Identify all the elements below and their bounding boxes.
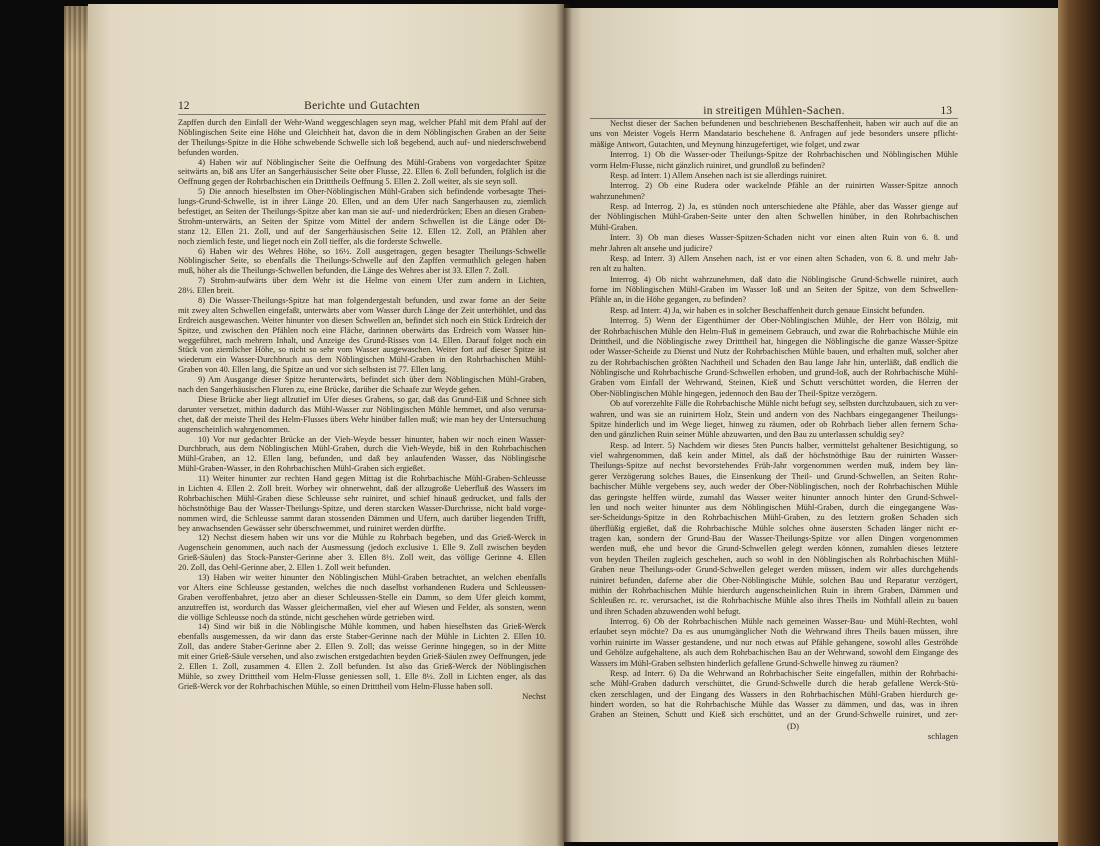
- text-line-content: wiederum ein Wasser-Durchbruch aus dem Nöblingischen Mühl-Graben in den Rohrbachischen Mühl-: [178, 355, 546, 365]
- text-line-content: Interrog. 6) Ob der Rohrbachischen Mühle nach gemeinen Wasser-Bau- und Mühl-Rechten, wohl: [610, 617, 958, 626]
- text-line: [590, 264, 958, 274]
- text-line: [178, 227, 546, 237]
- text-line: [590, 410, 958, 420]
- right-page-body: [590, 119, 958, 742]
- text-line-content: Nechst dieser der Sachen befundenen und beschriebenen Beschaffenheit, haben wir auch auf die an: [610, 119, 958, 128]
- text-line: [590, 233, 958, 243]
- text-line: [178, 583, 546, 593]
- right-running-title: in streitigen Mühlen-Sachen.: [703, 105, 845, 117]
- text-line: [178, 345, 546, 355]
- text-line: [178, 375, 546, 385]
- text-line-content: von beyden Theilen zugleich geschehen, auch so wohl in den Nöblingischen als Rohrbachischen Mühl-: [590, 554, 958, 564]
- text-line-content: ren alt zu halten.: [590, 264, 646, 274]
- text-line-content: sche Mühl-Graben dadurch verschüttet, die Grund-Schwelle durch die herab gefallene Werck-Stü-: [590, 679, 958, 689]
- paragraph: [590, 275, 958, 306]
- text-line-content: Resp. ad Interr. 4) Ja, wir haben es in solcher Beschaffenheit durch genaue Einsicht befunden.: [610, 305, 925, 315]
- text-line: [590, 617, 958, 627]
- text-line-content: Resp. ad Interr. 6) Da die Wehrwand an Rohrbachischer Seite eingefallen, mithin der Rohrbachi-: [610, 668, 958, 678]
- text-line: [590, 316, 958, 326]
- text-line-content: Graben veroffenbahret, jetzo aber an dieser Schleussen-Stelle ein Damm, so dem Ufer gleich kommt,: [178, 592, 546, 602]
- paragraph: [178, 474, 546, 533]
- text-line: [178, 326, 546, 336]
- paragraph: [590, 233, 958, 254]
- left-running-title: Berichte und Gutachten: [304, 100, 420, 112]
- book-gutter-shadow: [556, 4, 572, 846]
- text-line-content: zu der Rohrbachischen größten Nachtheil und Schaden den Bau lange Jahr hin, unterläßt, daß endlich die: [590, 357, 958, 367]
- left-page-body: [178, 118, 546, 702]
- text-line: [178, 405, 546, 415]
- text-line-content: Interrog. 4) Ob nicht wahrzunehmen, daß dato die Nöblingische Grund-Schwelle ruiniret, auch: [610, 274, 958, 284]
- text-line: [178, 454, 546, 464]
- paragraph: [590, 181, 958, 202]
- text-line: [178, 524, 546, 534]
- catchword-row: [178, 692, 546, 702]
- text-line-content: Resp. ad Interrog. 2) Ja, es stünden noch unterschiedene alte Pfähle, aber das Wasser gienge auf: [610, 202, 958, 211]
- text-line-content: 8) Die Wasser-Theilungs-Spitze hat man folgendergestalt befunden, und zwar forne an der Seite: [198, 296, 546, 306]
- text-line: [590, 690, 958, 700]
- paragraph: [178, 622, 546, 691]
- text-line: [178, 336, 546, 346]
- text-line: [590, 347, 958, 357]
- text-line-content: Nöblingische und Rohrbachische Grund-Schwellen erhoben, und grund-loß, auch der Rohrbachische Mühl-: [590, 368, 958, 377]
- text-line-content: Graben von 40. Ellen lang, die Spitze an und vor sich selbsten ist 77. Ellen lang.: [178, 365, 448, 375]
- text-line-content: werden muß, ehe und bevor die Grund-Schwellen gelegt werden können, zumahlen dieses letztere: [590, 544, 958, 554]
- text-line: [590, 327, 958, 337]
- text-line: [590, 576, 958, 586]
- text-line: [178, 533, 546, 543]
- signature-mark: (D): [787, 720, 799, 731]
- text-line: [178, 237, 546, 247]
- text-line: [178, 365, 546, 375]
- text-line-content: Grieß-Werck vor der Rohrbachischen Mühle, so einen Dritttheil vom Helm-Flusse haben soll.: [178, 681, 493, 691]
- text-line: [178, 563, 546, 573]
- text-line-content: anzutreffen ist, wordurch das Wasser gleichermaßen, viel eher auf Wiesen und Felder, als sonsten, wenn: [178, 602, 546, 612]
- text-line: [590, 627, 958, 637]
- text-line: [178, 622, 546, 632]
- text-line-content: lungs-Grund-Schwelle, ist in ihrer Länge 20. Ellen, und an dem Ufer nach Sangerhausen zu, ziemlich: [178, 197, 546, 207]
- text-line: [590, 223, 958, 233]
- text-line-content: Zoll, das andere Staber-Gerinne aber 2. Ellen 9. Zoll; das weisse Gerinne hingegen, so in der Mitte: [178, 642, 546, 652]
- paragraph: [590, 669, 958, 721]
- paragraph: [178, 296, 546, 375]
- text-line: [178, 266, 546, 276]
- paragraph: [178, 187, 546, 246]
- paragraph: [178, 395, 546, 435]
- text-line: [590, 534, 958, 544]
- text-line: [590, 150, 958, 160]
- text-line: [590, 482, 958, 492]
- text-line: [178, 642, 546, 652]
- text-line-content: 13) Haben wir weiter hinunter den Nöblingischen Mühl-Graben betrachtet, an welchen ebenfalls: [198, 572, 546, 582]
- text-line: [590, 451, 958, 461]
- text-line: [590, 358, 958, 368]
- text-line-content: befestiget, an Seiten der Theilungs-Spitze aber kan man sie auf- und niederdrücken; Eben an diesen Graben-: [178, 207, 546, 217]
- text-line: [178, 672, 546, 682]
- text-line-content: mäßige Antwort, Gutachten, und Meynung hinzugefertiget, wie folget, und zwar: [590, 139, 860, 149]
- text-line-content: der Rohrbachischen Mühle den Helm-Fluß in gemeinem Gebrauch, und zwar die Rohrbachische Mühle ein: [590, 326, 958, 336]
- paragraph: [178, 375, 546, 395]
- text-line-content: Graben neue Theilungs-oder Grund-Schwellen geleget werden müssen, indem wir alles durchgehends: [590, 565, 958, 575]
- text-line-content: Interrog. 1) Ob die Wasser-oder Theilungs-Spitze der Rohrbachischen und Nöblingischen Mühle: [610, 150, 958, 160]
- paragraph: [590, 254, 958, 275]
- text-line: [590, 119, 958, 129]
- text-line: [178, 474, 546, 484]
- text-line: [178, 247, 546, 257]
- text-line-content: Mühle, so zwey Dritttheil vom Helm-Flusse geniessen soll, 1. Elle 8½. Zoll in Lichten enger, als das: [178, 671, 546, 681]
- text-line-content: mithin der Rohrbachischen Mühle hierdurch augenscheinlichen Ruin in ihrem Graben, Dämmen und: [590, 585, 958, 595]
- text-line-content: Ob auf vorerzehlte Fälle die Rohrbachische Mühle nicht befugt sey, selbsten durchzubauen, sich zu ver-: [610, 399, 958, 409]
- text-line-content: Mühl-Graben, an 12. Ellen lang, befunden, und daß bey anlaufenden Wasser, das Nöblingische: [178, 454, 546, 464]
- text-line: [178, 217, 546, 227]
- text-line: [590, 254, 958, 264]
- text-line-content: muß, höher als die Theilungs-Schwellen befunden, die Länge des Wehres aber ist 33. Ellen 7. Zoll.: [178, 266, 510, 276]
- text-line-content: ebenfalls ausgemessen, da wir dann das erste Staber-Gerinne nach der Mühle in Lichten 2. Ellen 10.: [178, 632, 546, 642]
- text-line-content: 4) Haben wir auf Nöblingischer Seite die Oeffnung des Mühl-Grabens von vorgedachter Spitze: [198, 157, 546, 167]
- paragraph: [178, 435, 546, 475]
- text-line-content: mit zwey alten Schwellen eingefaßt, unterwärts aber vom Wasser durch Länge der Zeit unterhöhlet, und das: [178, 305, 546, 315]
- paragraph: [178, 247, 546, 277]
- text-line: [178, 662, 546, 672]
- text-line-content: überflüßig ergießet, daß die Rohrbachische Mühle solches ohne äusersten Schaden länger nicht er-: [590, 523, 958, 533]
- text-line-content: die völlige Schleusse noch da stünde, nicht geschehen würde getrieben wird.: [178, 612, 435, 622]
- text-line: [590, 161, 958, 171]
- text-line: [178, 415, 546, 425]
- text-line-content: Durchbruch, aus dem Nöblingischen Mühl-Graben, durch die Vieh-Weyde, biß in den Rohrbachischen: [178, 444, 546, 454]
- paragraph: [178, 276, 546, 296]
- text-line: [178, 167, 546, 177]
- text-line-content: stanz 12. Ellen 21. Zoll, und auf der Sangerhäusischen Seite 12. Ellen 12. Zoll, an Pfählen aber: [178, 226, 546, 236]
- right-running-head: [590, 104, 958, 118]
- text-line-content: 9) Am Ausgange dieser Spitze herunterwärts, befindet sich über dem Nöblingischen Mühl-Graben,: [198, 375, 546, 385]
- text-line: [590, 607, 958, 617]
- left-page-number: 12: [178, 100, 190, 112]
- text-line: [178, 514, 546, 524]
- paragraph: [590, 617, 958, 669]
- text-line: [590, 212, 958, 222]
- paragraph: [590, 119, 958, 150]
- text-line-content: gerer Verzögerung solches Baues, die Einsenkung der Theil- und Grund-Schwellen, an Seiten Rohr-: [590, 471, 958, 481]
- text-line-content: in Lichten 4. Ellen 2. Zoll breit. Worbey wir ohnerwehnt, daß der allzugroße Ueberfluß des Wassers im: [178, 483, 546, 493]
- text-line: [178, 682, 546, 692]
- text-line: [590, 275, 958, 285]
- text-line: [590, 285, 958, 295]
- catchword: schlagen: [927, 731, 958, 742]
- text-line-content: weggeführet, nach mehrern Inhalt, und Anzeige des Grund-Risses von 14. Ellen. Darauf folget noch ein: [178, 335, 546, 345]
- text-line-content: Grieß-Säulen) das Stock-Panster-Gerinne aber 3. Ellen 8½. Zoll weit, das völlige Gerinne 4. Ellen: [178, 553, 546, 563]
- text-line-content: erlaubet seyn möchte? Da es aus unumgänglicher Noth die Wehrwand ihres Theils bauen müssen, ihre: [590, 627, 958, 637]
- text-line: [178, 355, 546, 365]
- text-line-content: darunter versetzet, mithin dadurch das Mühl-Wasser zur Nöblingischen Mühle hemmet, und also verursa-: [178, 404, 546, 414]
- text-line-content: hindert worden, so hat die Rohrbachische Mühle das Wasser zu dämmen, und das, was in ihren: [590, 700, 958, 709]
- text-line: [590, 441, 958, 451]
- text-line-content: befunden worden.: [178, 147, 239, 157]
- text-line-content: Theilungs-Spitze auf nechst bevorstehendes Früh-Jahr vorgenommen werden muß, indem bey län-: [590, 461, 958, 471]
- text-line-content: Graben vom Einfall der Wehrwand, Steinen, Kieß und Schutt verschüttet worden, die Herren der: [590, 378, 958, 388]
- text-line-content: Oeffnung gegen der Rohrbachischen ein Dritttheils Oeffnung 5. Ellen 2. Zoll weiter, als sie seyn soll.: [178, 177, 518, 187]
- text-line: [178, 128, 546, 138]
- text-line: [590, 493, 958, 503]
- paragraph: [590, 150, 958, 171]
- text-line: [590, 202, 958, 212]
- text-line-content: Schleußen rc. rc. verursachet, ist die Rohrbachische Mühle also ihres Theils im Nothfall allein zu bauen: [590, 596, 958, 606]
- text-line: [590, 306, 958, 316]
- text-line: [590, 596, 958, 606]
- text-line-content: oder Wasser-Scheide zu Dienst und Nutz der Rohrbachischen Mühle bauen, und erhalten muß, solcher aber: [590, 347, 958, 357]
- text-line: [590, 638, 958, 648]
- text-line: [178, 138, 546, 148]
- text-line-content: vorhin ruinirte im Wasser gestandene, und nur noch etwas auf Pfähle gehangene, sowohl alles Geströhde: [590, 637, 958, 647]
- text-line: [178, 306, 546, 316]
- text-line-content: 2. Ellen 1. Zoll, zusammen 4. Ellen 2. Zoll befunden. Ist also das Grieß-Werck der Nöblingischen: [178, 661, 546, 671]
- text-line: [590, 129, 958, 139]
- text-line: [590, 565, 958, 575]
- text-line: [590, 461, 958, 471]
- text-line: [590, 140, 958, 150]
- catchword-row: [590, 731, 958, 741]
- text-line-content: seitwärts an, biß ans Ufer an Sangerhäusischer Seite ober Flusse, 22. Ellen 6. Zoll befunden, folglich ist die: [178, 167, 546, 177]
- text-line-content: wahrzunehmen?: [590, 191, 645, 201]
- text-line-content: 20. Zoll, das Oehl-Gerinne aber, 2. Ellen 1. Zoll weit befunden.: [178, 563, 391, 573]
- text-line-content: und ihren Schaden abzuwenden wohl befugt.: [590, 606, 741, 616]
- left-running-head: [178, 99, 546, 113]
- text-line: [178, 593, 546, 603]
- text-line-content: den und gänzlichen Ruin seiner Mühle abzuwarten, und den Bau zu unterlassen schuldig sey?: [590, 430, 904, 440]
- text-line: [178, 603, 546, 613]
- text-line-content: 11) Weiter hinunter zur rechten Hand gegen Mittag ist die Rohrbachische Mühl-Graben-Schleusse: [198, 474, 546, 484]
- text-line-content: 6) Haben wir des Wehres Höhe, so 16½. Zoll ausgetragen, gegen besagter Theilungs-Schwelle: [198, 246, 546, 256]
- text-line: [590, 368, 958, 378]
- text-line-content: Interr. 3) Ob man dieses Wasser-Spitzen-Schaden nicht vor einen alten Ruin von 6. 8. und: [610, 233, 958, 243]
- text-line-content: höchstnöthige Bau der Wasser-Theilungs-Spitze, und deren starcken Wasser-Durchrisse, nicht bald vorge-: [178, 503, 546, 513]
- text-line: [178, 296, 546, 306]
- text-line: [590, 181, 958, 191]
- text-line: [178, 464, 546, 474]
- text-line-content: 28½. Ellen breit.: [178, 286, 235, 296]
- text-line-content: mehr Jahren alt ansehe und judicire?: [590, 243, 713, 253]
- catchword: Nechst: [522, 690, 546, 701]
- text-line: [178, 316, 546, 326]
- text-line-content: 10) Vor nur gedachter Brücke an der Vieh-Weyde besser hinunter, haben wir noch einen Wasser-: [198, 434, 546, 444]
- text-line: [178, 444, 546, 454]
- text-line-content: cken zerschlagen, und der Eingang des Wassers in den Rohrbachischen Mühl-Graben hierdurch ge-: [590, 689, 958, 699]
- text-line-content: mit einer Grieß-Säule versehen, und also zwischen erstgedachten beyden Grieß-Säulen zwey Oeffnungen, jede: [178, 652, 546, 662]
- text-line: [178, 553, 546, 563]
- text-line-content: bachischer Mühle vergebens sey, auch weder der Ober-Nöblingischen, noch der Rohrbachischen Mühle: [590, 482, 958, 492]
- text-line: [178, 484, 546, 494]
- text-line: [590, 544, 958, 554]
- text-line-content: Mühl-Graben-Wasser, in den Rohrbachischen Mühl-Graben sich ergießet.: [178, 464, 426, 474]
- text-line: [590, 586, 958, 596]
- text-line-content: Mühl-Graben.: [590, 222, 638, 232]
- left-head-rule: [178, 114, 546, 115]
- text-line: [178, 395, 546, 405]
- paragraph: [590, 202, 958, 233]
- text-line-content: Interrog. 2) Ob eine Rudera oder wackelnde Pfähle an der ruinirten Wasser-Spitze annoch: [610, 181, 958, 191]
- text-line: [178, 148, 546, 158]
- text-line-content: len und noch weiter hinunter aus dem Nöblingischen Mühl-Graben, durch die eingegangene Was-: [590, 502, 958, 512]
- text-line: [178, 652, 546, 662]
- paragraph: [178, 533, 546, 573]
- text-line-content: vorm Helm-Flusse, nicht gänzlich ruiniret, und grundloß zu befinden?: [590, 160, 825, 170]
- text-line-content: und Gehölze aufgehaltene, als auch dem Rohrbachischen Bau an der Wehrwand, sowohl dem Eingange des: [590, 648, 958, 658]
- text-line: [590, 648, 958, 658]
- text-line-content: Nöblingischen Seite eine Höhe und Gleichheit hat, davon die in dem Nöblingischen Graben an der Seite: [178, 127, 546, 137]
- text-line: [178, 256, 546, 266]
- text-line-content: Zapffen durch den Einfall der Wehr-Wand weggeschlagen seyn mag, welcher Pfahl mit dem Pfahl auf der: [178, 118, 546, 127]
- text-line-content: Rohrbachischen Mühl-Graben diese Schleusse sehr ruiniret, und schief hinauß gedrucket, und falls der: [178, 493, 546, 503]
- text-line-content: Nöblingischer Seite, so ebenfalls die Theilungs-Schwelle auf den Zapffen vermuthlich gelegen haben: [178, 256, 546, 266]
- paragraph: [178, 573, 546, 622]
- text-line: [178, 158, 546, 168]
- text-line: [590, 244, 958, 254]
- text-line-content: Interrog. 5) Wenn der Eigenthümer der Ober-Nöblingischen Mühle, der Herr von Bölzig, mit: [610, 316, 958, 326]
- text-line: [590, 389, 958, 399]
- text-line: [590, 295, 958, 305]
- text-line: [590, 524, 958, 534]
- text-line-content: 12) Nechst diesem haben wir uns vor die Mühle zu Rohrbach begeben, und das Grieß-Werck in: [198, 533, 546, 543]
- paragraph: [590, 306, 958, 316]
- text-line: [590, 513, 958, 523]
- text-line: [178, 425, 546, 435]
- text-line-content: forne im Nöblingischen Mühl-Graben im Wasser loß und an Seiten der Spitze, von dem Schwellen-: [590, 285, 958, 294]
- text-line: [178, 187, 546, 197]
- text-line: [590, 700, 958, 710]
- text-line: [178, 207, 546, 217]
- text-line: [590, 192, 958, 202]
- text-line-content: Stück von ziemlicher Höhe, so nicht so sehr vom Wasser ausgewaschen. Weiter fort auf dieser Spitze ist: [178, 345, 546, 355]
- text-line-content: 14) Sind wir biß in die Nöblingische Mühle kommen, und haben hieselbsten das Grieß-Werck: [198, 622, 546, 632]
- text-line-content: Graben an Steinen, Schutt und Kieß sich erschüttet, und an der Grund-Schwelle ruiniret, und zer-: [590, 710, 958, 720]
- text-line-content: Diese Brücke aber liegt allzutief im Ufer dieses Grabens, so gar, daß das Grund-Eiß und Schnee sich: [198, 394, 546, 404]
- text-line-content: Spitze, und zwischen den Pfählen noch eine Fläche, darinnen oberwärts das Erdreich vom Wasser hin-: [178, 325, 546, 335]
- text-line: [178, 632, 546, 642]
- text-line: [178, 543, 546, 553]
- right-page-number: 13: [940, 105, 952, 117]
- text-line: [590, 555, 958, 565]
- text-line-content: bey anwachsenden Gewässer sehr überschwemmet, und ruiniret werden dürffte.: [178, 523, 446, 533]
- text-line-content: noch ziemlich feste, und lieget noch ein Zoll tieffer, als die forderste Schwelle.: [178, 236, 442, 246]
- text-line-content: Resp. ad Interr. 1) Allem Ansehen nach ist sie allerdings ruiniret.: [610, 170, 827, 180]
- text-line: [590, 337, 958, 347]
- text-line-content: der Nöblingischen Mühl-Graben-Seite unter den alten Schwellen hinüber, in den Rohrbachischen: [590, 212, 958, 222]
- text-line: [178, 573, 546, 583]
- text-line: [178, 494, 546, 504]
- text-line: [178, 286, 546, 296]
- text-line-content: viel wahrgenommen, daß kein ander Mittel, als daß der höchstnöthige Bau der ruinirten Wasser-: [590, 451, 958, 460]
- text-line: [590, 430, 958, 440]
- text-line: [178, 613, 546, 623]
- paragraph: [590, 171, 958, 181]
- text-line-content: Wassers im Mühl-Graben selbsten hinderlich gefallene Grund-Schwelle hinweg zu räumen?: [590, 658, 899, 668]
- text-line-content: nommen wird, die Schleusse sammt daran stossenden Dämmen und Ufern, auch darüber liegenden Trifft,: [178, 513, 546, 523]
- text-line: [178, 385, 546, 395]
- text-line: [590, 679, 958, 689]
- paragraph: [590, 316, 958, 399]
- text-line-content: 5) Die annoch hieselbsten im Ober-Nöblingischen Mühl-Graben sich befindende vorbesagte Thei-: [198, 187, 546, 197]
- text-line-content: der Theilungs-Spitze in die Höhe schwebende Schwelle sich loß begebend, auch auf- und niederschwebend: [178, 137, 546, 147]
- text-line: [590, 420, 958, 430]
- book-cover-edge: [1058, 0, 1100, 846]
- text-line: [178, 118, 546, 128]
- text-line-content: das geringste helffen würde, zumahl das Wasser weiter hinunter annoch hinter den Grund-Schwel-: [590, 492, 958, 502]
- text-line-content: vor Alters eine Schleusse gestanden, welches die noch daselbst vorhandenen Rudera und Schleussen-: [178, 582, 546, 592]
- text-line-content: nach den Sangerhäusischen Fluren zu, eine Brücke, darüber die Schaafe zur Weyde gehen.: [178, 385, 482, 395]
- text-line: [590, 171, 958, 181]
- text-line-content: 7) Strohm-aufwärts über dem Wehr ist die Helme von einem Ufer zum andern in Lichten,: [198, 276, 546, 286]
- signature-row: [590, 721, 958, 731]
- text-line-content: Resp. ad Interr. 3) Allem Ansehen nach, ist er vor einen alten Schaden, von 6. 8. und mehr Jah-: [610, 253, 958, 263]
- text-line-content: ruiniret befunden, daferne aber die Ober-Nöblingische Mühle, solchen Bau und Reparatur verzögert,: [590, 575, 958, 585]
- text-line: [590, 399, 958, 409]
- text-line-content: wahren, und was sie an ruinirtem Holz, Stein und andern von des Nachbars eingegangener Theilungs-: [590, 409, 958, 419]
- text-line-content: tragen kan, sondern der Grund-Bau der Wasser-Theilungs-Spitze vor allen Dingen vorgenommen: [590, 534, 958, 543]
- text-line-content: Ober-Nöblingischen Mühle hingegen, jedennoch den Bau der Theil-Spitze verzögern.: [590, 388, 878, 398]
- text-line: [178, 504, 546, 514]
- text-line-content: Strohm-unterwärts, an Seiten der Spitze vom Mittel der andern Schwellen ist die Länge oder Di-: [178, 216, 546, 226]
- text-line: [590, 503, 958, 513]
- text-line-content: augenscheinlich wahrgenommen.: [178, 424, 290, 434]
- paragraph: [178, 158, 546, 188]
- text-line: [590, 710, 958, 720]
- text-line: [178, 435, 546, 445]
- paragraph: [178, 118, 546, 158]
- text-line: [178, 276, 546, 286]
- paragraph: [590, 399, 958, 441]
- text-line: [590, 472, 958, 482]
- text-line-content: Dritttheil, und die Nöblingische zwey Dritttheil hat, hingegen die Nöblingische die ganze Wasser-Spitze: [590, 336, 958, 346]
- text-line-content: Resp. ad Interr. 5) Nachdem wir dieses 5ten Puncts halber, vermittelst gehaltener Besichtigung, so: [610, 440, 958, 450]
- text-line-content: chet, daß der meiste Theil des Helm-Flusses übers Wehr hinüber fallen muß; wie man bey der Untersuchung: [178, 414, 546, 424]
- text-line: [178, 197, 546, 207]
- text-line-content: uns von Meister Vogels Herrn Mandatario beschehene 8. Anfragen auf jede besonders unsere pflicht-: [590, 129, 958, 139]
- text-line-content: Erdreich ausgewaschen. Weiter hinunter von diesen Schwellen an, befindet sich noch ein Stück Erdreich der: [178, 315, 546, 325]
- text-line-content: Spitze hinderlich und im Wege lieget, hinweg zu räumen, oder ob Rohrbach lieber allen fernern Scha-: [590, 419, 958, 429]
- text-line: [590, 669, 958, 679]
- paragraph: [590, 441, 958, 617]
- text-line: [590, 659, 958, 669]
- text-line-content: Pfähle an, in die Höhe gegangen, zu befinden?: [590, 295, 747, 305]
- text-line: [590, 378, 958, 388]
- text-line-content: Augenschein genommen, auch nach der Ausmessung (jedoch exclusive 1. Elle 9. Zoll zwischen beyden: [178, 543, 546, 553]
- text-line-content: ser-Scheidungs-Spitze in den Rohrbachischen Mühl-Graben, zu des letztern großen Schaden sich: [590, 513, 958, 523]
- text-line: [178, 177, 546, 187]
